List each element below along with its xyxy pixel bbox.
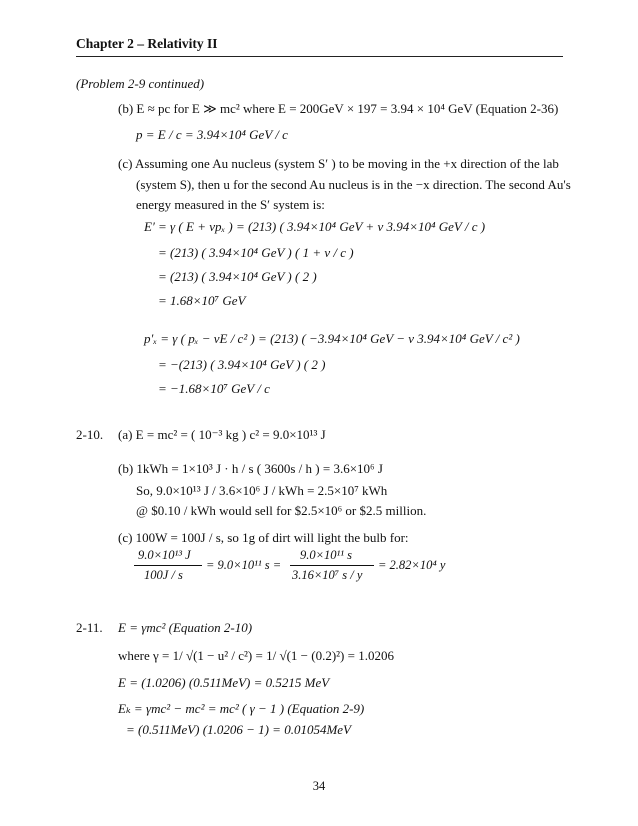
total-energy-eq: E = γmc² (Equation 2-10): [118, 620, 253, 635]
part-b-kwh-result: So, 9.0×10¹³ J / 3.6×10⁶ J / kWh = 2.5×10⁷ kWh: [136, 483, 388, 498]
energy-value-eq: E = (1.0206) (0.511MeV) = 0.5215 MeV: [118, 675, 330, 690]
fraction-2-denominator: 3.16×10⁷ s / y: [292, 568, 363, 582]
energy-eq-1: E′ = γ ( E + vpₓ ) = (213) ( 3.94×10⁴ GeV + v 3.94×10⁴ GeV / c ): [144, 219, 486, 234]
kinetic-energy-eq: Eₖ = γmc² − mc² = mc² ( γ − 1 ) (Equation 2-9): [118, 701, 365, 716]
part-b-price: @ $0.10 / kWh would sell for $2.5×10⁶ or $2.5 million.: [136, 503, 427, 518]
part-c-bulb-intro: (c) 100W = 100J / s, so 1g of dirt will light the bulb for:: [118, 530, 409, 545]
energy-eq-2: = (213) ( 3.94×10⁴ GeV ) ( 1 + v / c ): [158, 245, 354, 260]
page-number: 34: [312, 779, 326, 793]
fraction-1-denominator: 100J / s: [144, 568, 183, 582]
fraction-1-numerator: 9.0×10¹³ J: [138, 548, 191, 562]
fraction-2-numerator: 9.0×10¹¹ s: [300, 548, 353, 562]
header-rule: [76, 56, 563, 57]
fraction-1-bar: [134, 565, 202, 566]
fraction-final-result: = 2.82×10⁴ y: [378, 558, 446, 572]
fraction-2-bar: [290, 565, 374, 566]
chapter-header: Chapter 2 – Relativity II: [76, 36, 218, 51]
energy-eq-4: = 1.68×10⁷ GeV: [158, 293, 246, 308]
part-b-energy: (b) E ≈ pc for E ≫ mc² where E = 200GeV × 197 = 3.94 × 10⁴ GeV (Equation 2-36): [118, 101, 559, 116]
problem-continued-note: (Problem 2-9 continued): [76, 76, 205, 91]
problem-2-11-label: 2-11.: [76, 620, 103, 635]
part-c-intro-3: energy measured in the S′ system is:: [136, 197, 325, 212]
part-c-intro-1: (c) Assuming one Au nucleus (system S′ ) to be moving in the +x direction of the lab: [118, 156, 559, 171]
fraction-middle-result: = 9.0×10¹¹ s =: [206, 558, 282, 572]
part-a-rest-energy: (a) E = mc² = ( 10⁻³ kg ) c² = 9.0×10¹³ J: [118, 427, 326, 442]
momentum-eq-1: p′ₓ = γ ( pₓ − vE / c² ) = (213) ( −3.94×10⁴ GeV − v 3.94×10⁴ GeV / c² ): [144, 331, 520, 346]
part-b-momentum: p = E / c = 3.94×10⁴ GeV / c: [136, 127, 288, 142]
kinetic-energy-value: = (0.511MeV) (1.0206 − 1) = 0.01054MeV: [126, 722, 351, 737]
energy-eq-3: = (213) ( 3.94×10⁴ GeV ) ( 2 ): [158, 269, 317, 284]
part-b-kwh-conversion: (b) 1kWh = 1×10³ J · h / s ( 3600s / h ) = 3.6×10⁶ J: [118, 461, 383, 476]
problem-2-10-label: 2-10.: [76, 427, 104, 442]
momentum-eq-2: = −(213) ( 3.94×10⁴ GeV ) ( 2 ): [158, 357, 326, 372]
gamma-eq: where γ = 1/ √(1 − u² / c²) = 1/ √(1 − (0.2)²) = 1.0206: [118, 648, 394, 663]
momentum-eq-3: = −1.68×10⁷ GeV / c: [158, 381, 270, 396]
part-c-intro-2: (system S), then u for the second Au nucleus is in the −x direction. The second Au's: [136, 177, 571, 192]
